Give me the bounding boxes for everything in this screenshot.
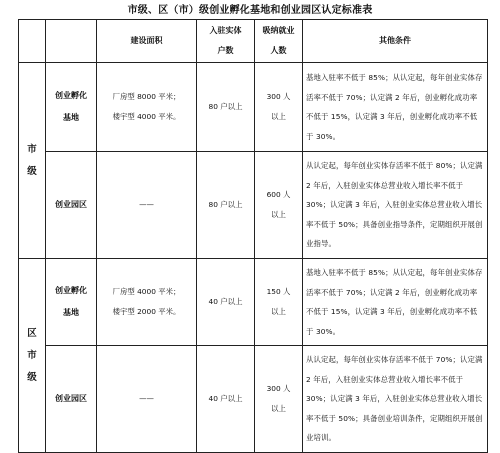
header-employment: 吸纳就业 人数 — [255, 20, 303, 63]
conditions-cell: 基地入驻率不低于 85%；从认定起，每年创业实体存活率不低于 70%；认定满 2 年后，创业孵化成功率不低于 15%，认定满 3 年后，创业孵化成功率不低于 30%。 — [303, 259, 488, 346]
header-type — [46, 20, 97, 63]
employment-cell: 600 人 以上 — [255, 152, 303, 259]
level-cell-district: 区 市 级 — [19, 259, 46, 453]
employment-cell: 300 人 以上 — [255, 63, 303, 152]
employment-cell: 150 人 以上 — [255, 259, 303, 346]
table-row — [19, 152, 488, 259]
table-row — [19, 346, 488, 453]
type-cell: 创业孵化 基地 — [46, 63, 97, 152]
households-cell: 80 户以上 — [197, 63, 255, 152]
level-cell-city: 市 级 — [19, 63, 46, 259]
table-row — [19, 259, 488, 346]
header-area: 建设面积 — [97, 20, 197, 63]
header-households: 入驻实体 户数 — [197, 20, 255, 63]
area-cell: —— — [97, 346, 197, 453]
type-cell: 创业孵化 基地 — [46, 259, 97, 346]
table-row — [19, 63, 488, 152]
area-cell: 厂房型 8000 平米； 楼宇型 4000 平米。 — [97, 63, 197, 152]
header-row — [19, 20, 488, 63]
households-cell: 40 户以上 — [197, 259, 255, 346]
type-cell: 创业园区 — [46, 152, 97, 259]
employment-cell: 300 人 以上 — [255, 346, 303, 453]
standards-table — [18, 19, 488, 453]
table-title: 市级、区（市）级创业孵化基地和创业园区认定标准表 — [127, 5, 373, 16]
header-level — [19, 20, 46, 63]
households-cell: 80 户以上 — [197, 152, 255, 259]
conditions-cell: 从认定起，每年创业实体存活率不低于 80%；认定满 2 年后，入驻创业实体总营业收入增长率不低于 30%；认定满 3 年后，入驻创业实体总营业收入增长率不低于 50%；具备创业指导条件，定期组织开展创业指导。 — [303, 152, 488, 259]
conditions-cell: 从认定起，每年创业实体存活率不低于 70%；认定满 2 年后，入驻创业实体总营业收入增长率不低于 30%；认定满 3 年后，入驻创业实体总营业收入增长率不低于 50%；具备创业培训条件，定期组织开展创业培训。 — [303, 346, 488, 453]
area-cell: —— — [97, 152, 197, 259]
header-conditions: 其他条件 — [303, 20, 488, 63]
conditions-cell: 基地入驻率不低于 85%；从认定起，每年创业实体存活率不低于 70%；认定满 2 年后，创业孵化成功率不低于 15%，认定满 3 年后，创业孵化成功率不低于 30%。 — [303, 63, 488, 152]
households-cell: 40 户以上 — [197, 346, 255, 453]
area-cell: 厂房型 4000 平米； 楼宇型 2000 平米。 — [97, 259, 197, 346]
type-cell: 创业园区 — [46, 346, 97, 453]
